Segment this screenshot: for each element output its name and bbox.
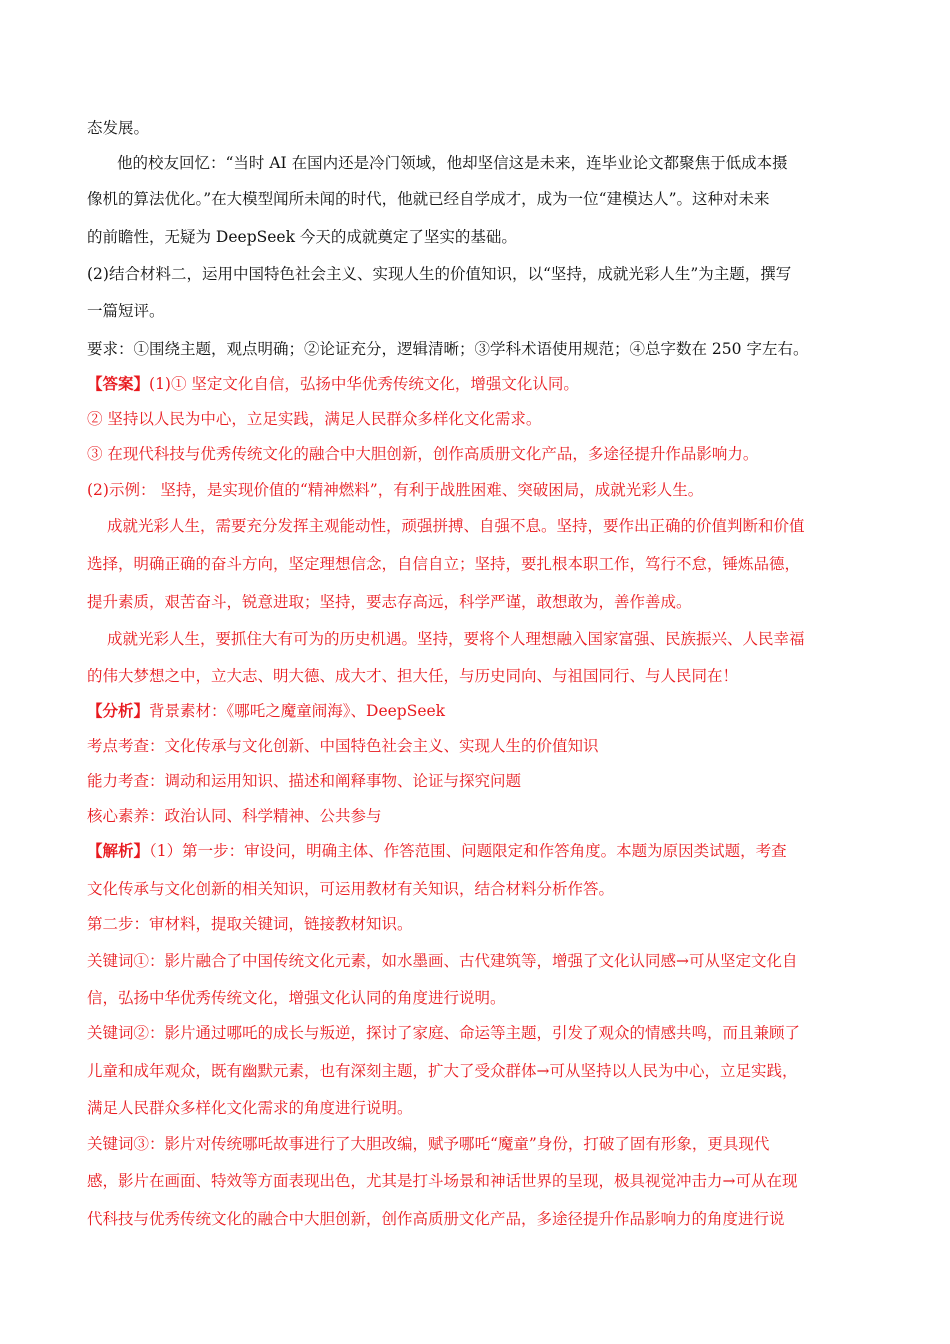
analysis-line	[87, 700, 867, 722]
answer-line: ③ 在现代科技与优秀传统文化的融合中大胆创新，创作高质册文化产品，多途径提升作品影响力。	[87, 445, 759, 463]
answer-line: 选择，明确正确的奋斗方向，坚定理想信念，自信自立；坚持，要扎根本职工作，笃行不怠，锤炼品德，	[87, 555, 801, 573]
question-requirement: 要求：①围绕主题，观点明确；②论证充分，逻辑清晰；③学科术语使用规范；④总字数在 250 字左右。	[87, 340, 809, 358]
explanation-line: 代科技与优秀传统文化的融合中大胆创新，创作高质册文化产品，多途径提升作品影响力的角度进行说	[87, 1210, 785, 1228]
explanation-line: 儿童和成年观众，既有幽默元素，也有深刻主题，扩大了受众群体→可从坚持以人民为中心，立足实践，	[87, 1062, 798, 1080]
material-line: 像机的算法优化。”在大模型闻所未闻的时代，他就已经自学成才，成为一位“建模达人”。这种对未来	[87, 190, 770, 208]
material-line: 他的校友回忆：“当时 AI 在国内还是冷门领域，他却坚信这是未来，连毕业论文都聚焦于低成本摄	[117, 154, 788, 172]
explanation-line: 满足人民群众多样化文化需求的角度进行说明。	[87, 1099, 413, 1117]
explanation-tag: 【解析】	[87, 841, 150, 860]
answer-text: (1)① 坚定文化自信，弘扬中华优秀传统文化，增强文化认同。	[149, 375, 579, 393]
analysis-tag: 【分析】	[87, 701, 150, 720]
explanation-line	[87, 840, 867, 862]
explanation-line: 第二步：审材料，提取关键词，链接教材知识。	[87, 915, 413, 933]
answer-line	[87, 373, 867, 395]
explanation-text: （1）第一步：审设问，明确主体、作答范围、问题限定和作答角度。本题为原因类试题，考查	[149, 842, 787, 860]
question-line: 一篇短评。	[87, 302, 165, 320]
answer-line: 成就光彩人生，需要充分发挥主观能动性，顽强拼搏、自强不息。坚持，要作出正确的价值判断和价值	[107, 517, 805, 535]
answer-line: (2)示例： 坚持，是实现价值的“精神燃料”，有利于战胜困难、突破困局，成就光彩人生。	[87, 481, 704, 499]
material-line: 的前瞻性，无疑为 DeepSeek 今天的成就奠定了坚实的基础。	[87, 228, 517, 246]
explanation-line: 信，弘扬中华优秀传统文化，增强文化认同的角度进行说明。	[87, 989, 506, 1007]
explanation-line: 关键词②：影片通过哪吒的成长与叛逆，探讨了家庭、命运等主题，引发了观众的情感共鸣，而且兼顾了	[87, 1024, 801, 1042]
explanation-line: 文化传承与文化创新的相关知识，可运用教材有关知识，结合材料分析作答。	[87, 880, 615, 898]
analysis-line: 考点考查：文化传承与文化创新、中国特色社会主义、实现人生的价值知识	[87, 737, 599, 755]
answer-tag: 【答案】	[87, 374, 150, 393]
analysis-line: 能力考查：调动和运用知识、描述和阐释事物、论证与探究问题	[87, 772, 522, 790]
answer-line: 提升素质，艰苦奋斗，锐意进取；坚持，要志存高远，科学严谨，敢想敢为，善作善成。	[87, 593, 692, 611]
explanation-line: 感，影片在画面、特效等方面表现出色，尤其是打斗场景和神话世界的呈现，极具视觉冲击力→可从在现	[87, 1172, 798, 1190]
explanation-line: 关键词①：影片融合了中国传统文化元素，如水墨画、古代建筑等，增强了文化认同感→可从坚定文化自	[87, 952, 798, 970]
question-line: (2)结合材料二，运用中国特色社会主义、实现人生的价值知识，以“坚持，成就光彩人生”为主题，撰写	[87, 265, 792, 283]
material-line: 态发展。	[87, 119, 150, 137]
analysis-line: 核心素养：政治认同、科学精神、公共参与	[87, 807, 382, 825]
answer-line: 成就光彩人生，要抓住大有可为的历史机遇。坚持，要将个人理想融入国家富强、民族振兴、人民幸福	[107, 630, 805, 648]
analysis-background: 背景素材：《哪吒之魔童闹海》、DeepSeek	[149, 702, 446, 720]
answer-line: 的伟大梦想之中，立大志、明大德、成大才、担大任，与历史同向、与祖国同行、与人民同在！	[87, 667, 739, 685]
answer-line: ② 坚持以人民为中心，立足实践，满足人民群众多样化文化需求。	[87, 410, 542, 428]
explanation-line: 关键词③：影片对传统哪吒故事进行了大胆改编，赋予哪吒“魔童”身份，打破了固有形象，更具现代	[87, 1135, 770, 1153]
